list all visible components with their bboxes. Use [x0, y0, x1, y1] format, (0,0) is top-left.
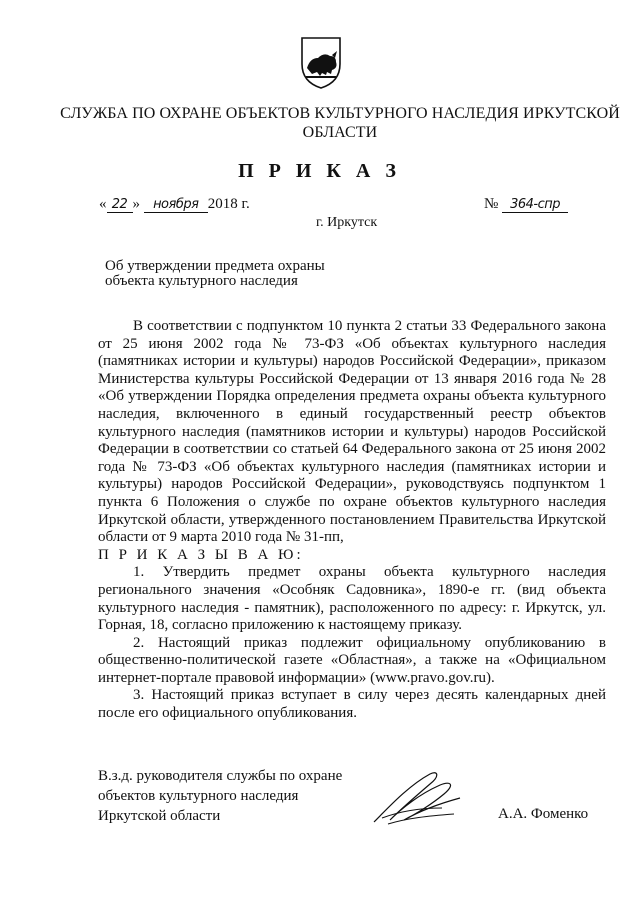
handwritten-signature	[368, 768, 468, 830]
date-day: 22	[107, 197, 133, 213]
signatory-position-line3: Иркутской области	[98, 808, 221, 824]
signatory-position-line1: В.з.д. руководителя службы по охране	[98, 768, 343, 784]
subject-line2: объекта культурного наследия	[105, 273, 298, 289]
signatory-name: А.А. Фоменко	[498, 806, 589, 822]
organization-name-line1: СЛУЖБА ПО ОХРАНЕ ОБЪЕКТОВ КУЛЬТУРНОГО НАСЛЕДИЯ ИРКУТСКОЙ	[60, 105, 620, 122]
document-subject	[105, 259, 325, 289]
order-item-1: 1. Утвердить предмет охраны объекта культурного наследия регионального значения «Особняк Садовника», 1890-е гг. (вид объекта культурного наследия - памятник), расположенного по адресу: г. Иркутск, ул. Горная, 18, согласно приложению к настоящему приказу.	[98, 564, 606, 634]
order-item-3: 3. Настоящий приказ вступает в силу через десять календарных дней после его официального опубликования.	[98, 687, 606, 722]
ordering-word: П Р И К А З Ы В А Ю:	[98, 546, 304, 563]
signatory-position-line2: объектов культурного наследия	[98, 788, 299, 804]
subject-line1: Об утверждении предмета охраны	[105, 258, 325, 274]
city-line: г. Иркутск	[316, 215, 378, 230]
document-title: П Р И К А З	[238, 160, 401, 182]
order-item-2: 2. Настоящий приказ подлежит официальному опубликованию в общественно-политической газете «Областная», а также на «Официальном интернет-портале правовой информации» (www.pravo.gov.ru).	[98, 634, 606, 686]
preamble-paragraph: В соответствии с подпунктом 10 пункта 2 статьи 33 Федерального закона от 25 июня 2002 года № 73-ФЗ «Об объектах культурного наследия (памятниках истории и культуры) народов Российской Федерации», приказом Министерства культуры Российской Федерации от 13 января 2016 года № 28 «Об утверждении Порядка определения предмета охраны объекта культурного наследия, включенного в единый государственный реестр объектов культурного наследия (памятников истории и культуры) народов Российской Федерации в соответствии со статьей 64 Федерального закона от 25 июня 2002 года № 73-ФЗ «Об объектах культурного наследия (памятниках истории и культуры) народов Российской Федерации», руководствуясь подпунктом 1 пункта 6 Положения о службе по охране объектов культурного наследия Иркутской области, утвержденного постановлением Правительства Иркутской области от 9 марта 2010 года № 31-пп,	[98, 318, 606, 546]
order-date	[99, 196, 250, 213]
date-open-quote: «	[99, 196, 107, 212]
organization-name	[60, 104, 620, 142]
document-body	[98, 318, 606, 723]
organization-name-line2: ОБЛАСТИ	[302, 124, 378, 141]
date-close-quote: »	[132, 196, 140, 212]
date-month: ноября	[144, 197, 208, 213]
coat-of-arms-emblem	[298, 34, 344, 90]
number-sign: №	[484, 196, 499, 212]
signatory-position	[98, 766, 342, 826]
order-number	[484, 196, 568, 213]
order-number-value: 364-спр	[502, 197, 568, 213]
date-year: 2018 г.	[207, 196, 250, 212]
